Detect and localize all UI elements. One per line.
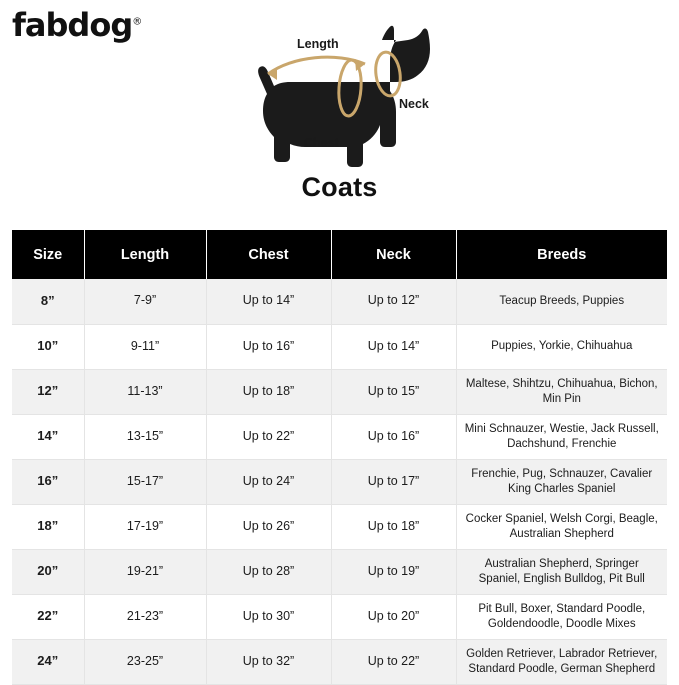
cell-chest: Up to 28”	[206, 549, 331, 594]
cell-chest: Up to 14”	[206, 279, 331, 324]
diagram-label-length: Length	[297, 37, 339, 51]
table-header-row	[12, 230, 667, 279]
brand-logo	[12, 6, 141, 44]
cell-length: 9-11”	[84, 324, 206, 369]
cell-size: 22”	[12, 594, 84, 639]
table-row	[12, 639, 667, 684]
cell-length: 11-13”	[84, 369, 206, 414]
cell-neck: Up to 14”	[331, 324, 456, 369]
cell-size: 24”	[12, 639, 84, 684]
cell-chest: Up to 16”	[206, 324, 331, 369]
dog-silhouette-icon	[232, 22, 462, 167]
column-header-neck: Neck	[331, 230, 456, 279]
table-body	[12, 279, 667, 684]
page-title: Coats	[301, 172, 378, 202]
cell-neck: Up to 19”	[331, 549, 456, 594]
table-row	[12, 279, 667, 324]
cell-chest: Up to 18”	[206, 369, 331, 414]
cell-neck: Up to 18”	[331, 504, 456, 549]
cell-size: 18”	[12, 504, 84, 549]
cell-chest: Up to 24”	[206, 459, 331, 504]
cell-breeds: Maltese, Shihtzu, Chihuahua, Bichon, Min Pin	[456, 369, 667, 414]
cell-breeds: Pit Bull, Boxer, Standard Poodle, Goldendoodle, Doodle Mixes	[456, 594, 667, 639]
cell-size: 20”	[12, 549, 84, 594]
cell-size: 14”	[12, 414, 84, 459]
column-header-breeds: Breeds	[456, 230, 667, 279]
column-header-chest: Chest	[206, 230, 331, 279]
table-header	[12, 230, 667, 279]
table-row	[12, 594, 667, 639]
cell-length: 15-17”	[84, 459, 206, 504]
cell-length: 13-15”	[84, 414, 206, 459]
cell-neck: Up to 22”	[331, 639, 456, 684]
table-row	[12, 414, 667, 459]
cell-size: 10”	[12, 324, 84, 369]
cell-length: 23-25”	[84, 639, 206, 684]
cell-chest: Up to 32”	[206, 639, 331, 684]
table-row	[12, 324, 667, 369]
cell-chest: Up to 26”	[206, 504, 331, 549]
cell-chest: Up to 22”	[206, 414, 331, 459]
table-row	[12, 504, 667, 549]
measurement-diagram	[232, 22, 462, 167]
cell-breeds: Puppies, Yorkie, Chihuahua	[456, 324, 667, 369]
cell-length: 7-9”	[84, 279, 206, 324]
cell-breeds: Australian Shepherd, Springer Spaniel, English Bulldog, Pit Bull	[456, 549, 667, 594]
cell-size: 12”	[12, 369, 84, 414]
cell-length: 19-21”	[84, 549, 206, 594]
cell-breeds: Frenchie, Pug, Schnauzer, Cavalier King Charles Spaniel	[456, 459, 667, 504]
column-header-length: Length	[84, 230, 206, 279]
brand-logo-text: fabdog	[12, 6, 133, 44]
cell-breeds: Mini Schnauzer, Westie, Jack Russell, Dachshund, Frenchie	[456, 414, 667, 459]
cell-breeds: Cocker Spaniel, Welsh Corgi, Beagle, Australian Shepherd	[456, 504, 667, 549]
cell-chest: Up to 30”	[206, 594, 331, 639]
cell-neck: Up to 12”	[331, 279, 456, 324]
table-row	[12, 459, 667, 504]
cell-neck: Up to 20”	[331, 594, 456, 639]
cell-size: 16”	[12, 459, 84, 504]
table-row	[12, 369, 667, 414]
cell-length: 21-23”	[84, 594, 206, 639]
diagram-label-chest: Chest	[304, 136, 339, 150]
cell-neck: Up to 16”	[331, 414, 456, 459]
registered-mark: ®	[132, 16, 142, 28]
size-table-wrapper	[12, 230, 667, 685]
cell-neck: Up to 17”	[331, 459, 456, 504]
cell-length: 17-19”	[84, 504, 206, 549]
cell-breeds: Teacup Breeds, Puppies	[456, 279, 667, 324]
column-header-size: Size	[12, 230, 84, 279]
cell-size: 8”	[12, 279, 84, 324]
table-row	[12, 549, 667, 594]
cell-neck: Up to 15”	[331, 369, 456, 414]
size-table	[12, 230, 667, 685]
cell-breeds: Golden Retriever, Labrador Retriever, Standard Poodle, German Shepherd	[456, 639, 667, 684]
diagram-label-neck: Neck	[399, 97, 429, 111]
